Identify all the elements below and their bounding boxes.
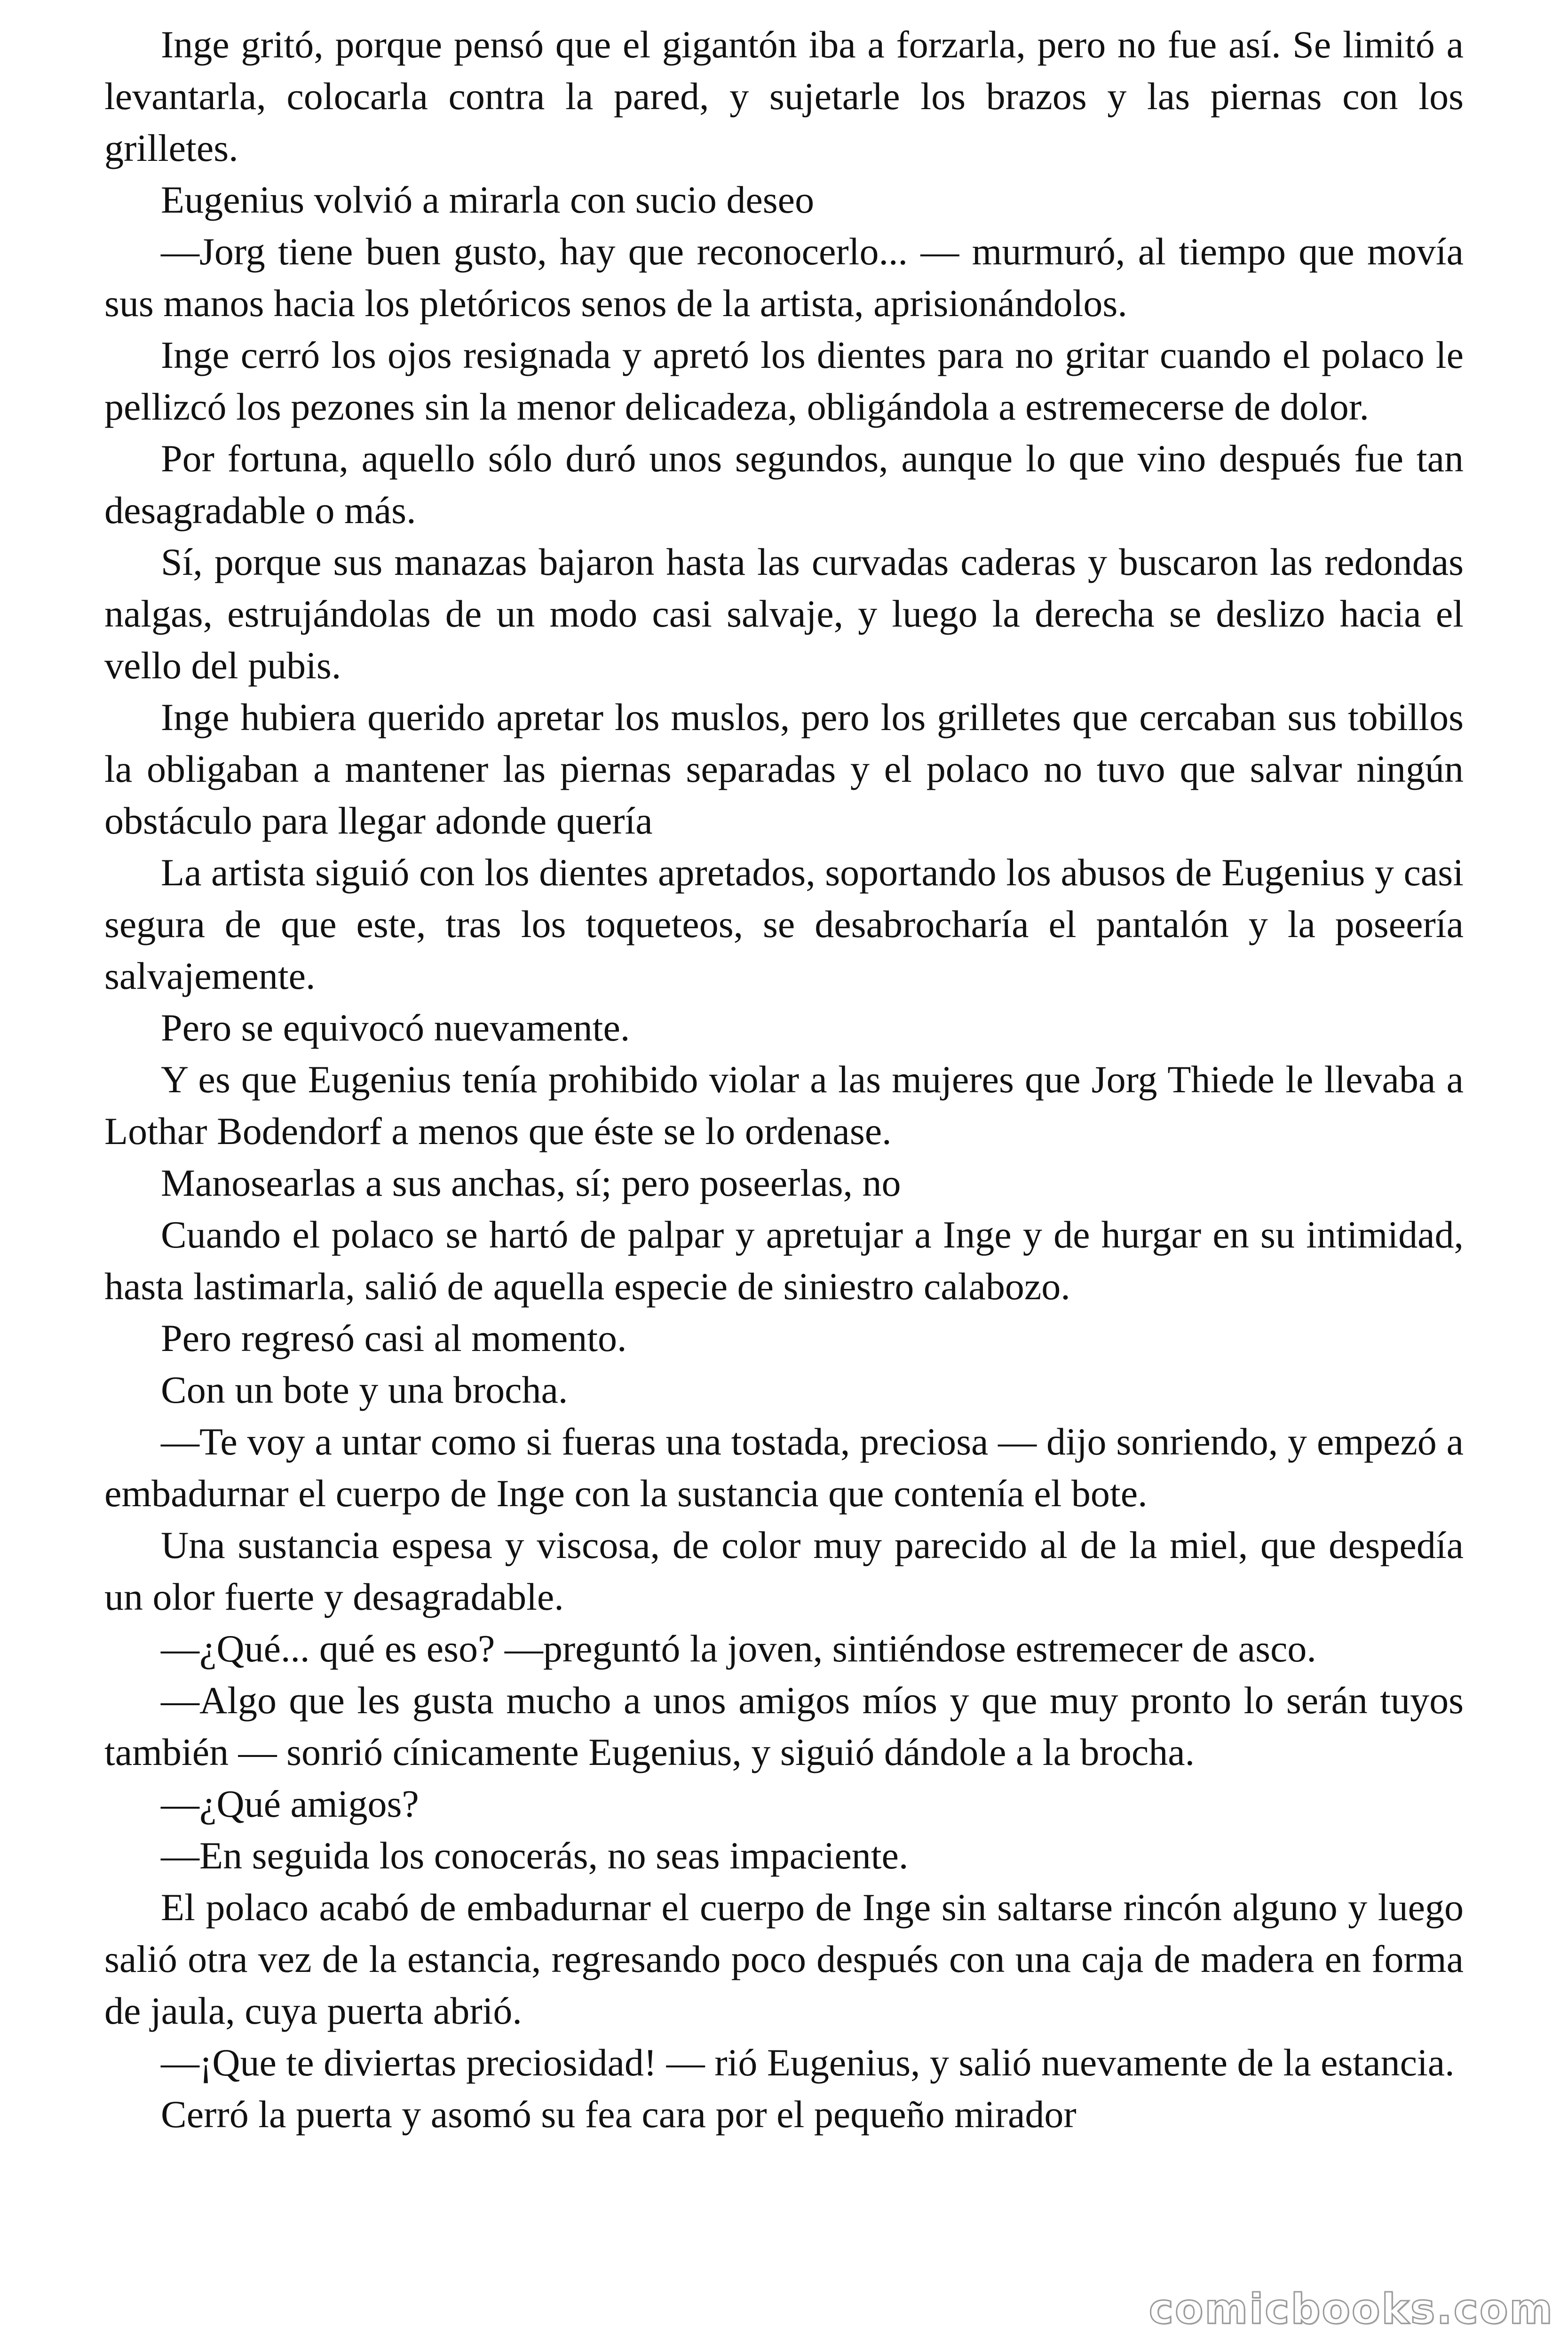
- paragraph: —En seguida los conocerás, no seas impaciente.: [161, 1834, 909, 1877]
- paragraph: Manosearlas a sus anchas, sí; pero poseerlas, no: [161, 1161, 901, 1204]
- paragraph: Pero se equivocó nuevamente.: [161, 1006, 630, 1049]
- paragraph: Por fortuna, aquello sólo duró unos segundos, aunque lo que vino después fue tan desagradable o más.: [104, 437, 1464, 532]
- paragraph: Inge hubiera querido apretar los muslos, pero los grilletes que cercaban sus tobillos la obligaban a mantener las piernas separadas y el polaco no tuvo que salvar ningún obstáculo para llegar adonde quería: [104, 696, 1464, 842]
- paragraph: Cuando el polaco se hartó de palpar y apretujar a Inge y de hurgar en su intimidad, hasta lastimarla, salió de aquella especie de siniestro calabozo.: [104, 1213, 1464, 1308]
- paragraph: Inge cerró los ojos resignada y apretó los dientes para no gritar cuando el polaco le pellizcó los pezones sin la menor delicadeza, obligándola a estremecerse de dolor.: [104, 334, 1464, 428]
- paragraph: Una sustancia espesa y viscosa, de color muy parecido al de la miel, que despedía un olor fuerte y desagradable.: [104, 1524, 1464, 1618]
- paragraph: —¿Qué... qué es eso? —preguntó la joven, sintiéndose estremecer de asco.: [161, 1627, 1316, 1670]
- paragraph: Eugenius volvió a mirarla con sucio deseo: [161, 178, 815, 221]
- paragraph: La artista siguió con los dientes apretados, soportando los abusos de Eugenius y casi segura de que este, tras los toqueteos, se desabrocharía el pantalón y la poseería salvajemente.: [104, 851, 1464, 997]
- paragraph: Sí, porque sus manazas bajaron hasta las curvadas caderas y buscaron las redondas nalgas, estrujándolas de un modo casi salvaje, y luego la derecha se deslizo hacia el vello del pubis.: [104, 540, 1464, 687]
- paragraph: Con un bote y una brocha.: [161, 1368, 568, 1411]
- paragraph: El polaco acabó de embadurnar el cuerpo de Inge sin saltarse rincón alguno y luego salió otra vez de la estancia, regresando poco después con una caja de madera en forma de jaula, cuya puerta abrió.: [104, 1886, 1464, 2032]
- watermark: comicbooks.com: [1148, 2285, 1554, 2333]
- paragraph: —¡Que te diviertas preciosidad! — rió Eugenius, y salió nuevamente de la estancia.: [161, 2041, 1455, 2084]
- paragraph: —Jorg tiene buen gusto, hay que reconocerlo... — murmuró, al tiempo que movía sus manos hacia los pletóricos senos de la artista, aprisionándolos.: [104, 230, 1464, 325]
- paragraph: Inge gritó, porque pensó que el gigantón iba a forzarla, pero no fue así. Se limitó a levantarla, colocarla contra la pared, y sujetarle los brazos y las piernas con los grilletes.: [104, 23, 1464, 169]
- paragraph: —Algo que les gusta mucho a unos amigos míos y que muy pronto lo serán tuyos también — sonrió cínicamente Eugenius, y siguió dándole a la brocha.: [104, 1679, 1464, 1773]
- paragraph: —¿Qué amigos?: [161, 1782, 419, 1825]
- paragraph: Pero regresó casi al momento.: [161, 1317, 627, 1359]
- paragraph: —Te voy a untar como si fueras una tostada, preciosa — dijo sonriendo, y empezó a embadurnar el cuerpo de Inge con la sustancia que contenía el bote.: [104, 1420, 1464, 1515]
- paragraph: Y es que Eugenius tenía prohibido violar a las mujeres que Jorg Thiede le llevaba a Lothar Bodendorf a menos que éste se lo ordenase.: [104, 1058, 1464, 1152]
- paragraph: Cerró la puerta y asomó su fea cara por el pequeño mirador: [161, 2093, 1077, 2136]
- body-text: [104, 19, 1464, 2140]
